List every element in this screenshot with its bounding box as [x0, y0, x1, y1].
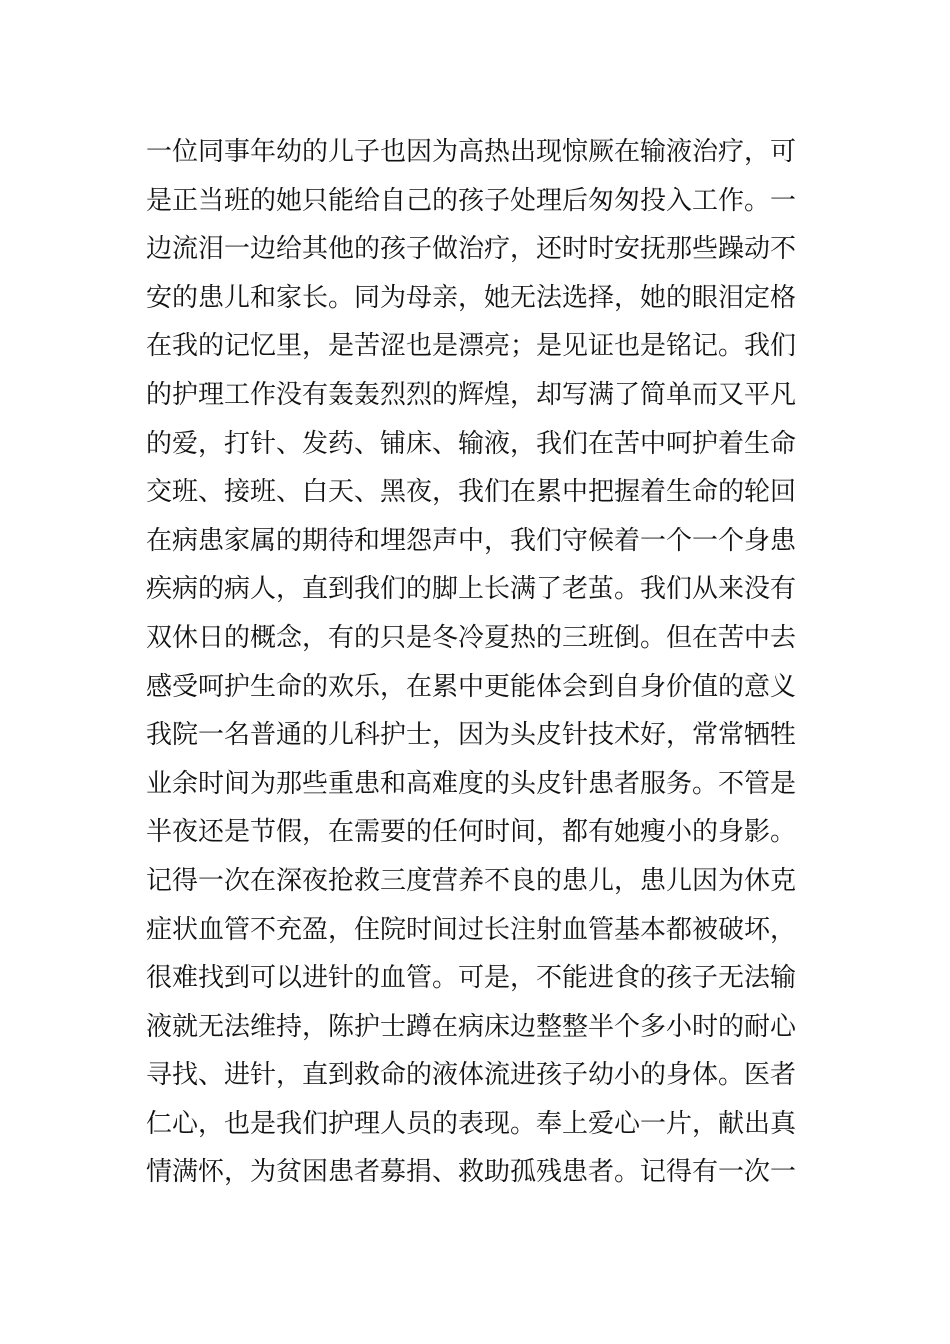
text-line: 疾病的病人，直到我们的脚上长满了老茧。我们从来没有	[146, 574, 797, 605]
text-line: 安的患儿和家长。同为母亲，她无法选择，她的眼泪定格	[146, 282, 797, 313]
text-line: 寻找、进针，直到救命的液体流进孩子幼小的身体。医者	[146, 1060, 797, 1091]
text-line: 很难找到可以进针的血管。可是，不能进食的孩子无法输	[146, 963, 797, 994]
text-line: 边流泪一边给其他的孩子做治疗，还时时安抚那些躁动不	[146, 234, 797, 265]
text-line: 情满怀，为贫困患者募捐、救助孤残患者。记得有一次一	[146, 1157, 797, 1188]
text-line: 交班、接班、白天、黑夜，我们在累中把握着生命的轮回	[146, 477, 797, 508]
text-line: 的爱，打针、发药、铺床、输液，我们在苦中呵护着生命	[146, 428, 797, 459]
text-line: 在我的记忆里，是苦涩也是漂亮；是见证也是铭记。我们	[146, 331, 797, 362]
text-line: 我院一名普通的儿科护士，因为头皮针技术好，常常牺牲	[146, 720, 797, 751]
text-line: 是正当班的她只能给自己的孩子处理后匆匆投入工作。一	[146, 185, 797, 216]
text-line: 症状血管不充盈，住院时间过长注射血管基本都被破坏，	[146, 914, 797, 945]
text-line: 记得一次在深夜抢救三度营养不良的患儿，患儿因为休克	[146, 865, 797, 896]
text-line: 液就无法维持，陈护士蹲在病床边整整半个多小时的耐心	[146, 1011, 797, 1042]
text-line: 半夜还是节假，在需要的任何时间，都有她瘦小的身影。	[146, 817, 797, 848]
text-line: 的护理工作没有轰轰烈烈的辉煌，却写满了简单而又平凡	[146, 379, 797, 410]
text-line: 仁心，也是我们护理人员的表现。奉上爱心一片，献出真	[146, 1108, 797, 1139]
text-line: 双休日的概念，有的只是冬冷夏热的三班倒。但在苦中去	[146, 622, 797, 653]
text-line: 业余时间为那些重患和高难度的头皮针患者服务。不管是	[146, 768, 797, 799]
body-text	[146, 128, 826, 1197]
text-line: 在病患家属的期待和埋怨声中，我们守候着一个一个身患	[146, 525, 797, 556]
text-line: 一位同事年幼的儿子也因为高热出现惊厥在输液治疗，可	[146, 137, 797, 167]
text-line: 感受呵护生命的欢乐，在累中更能体会到自身价值的意义	[146, 671, 797, 702]
